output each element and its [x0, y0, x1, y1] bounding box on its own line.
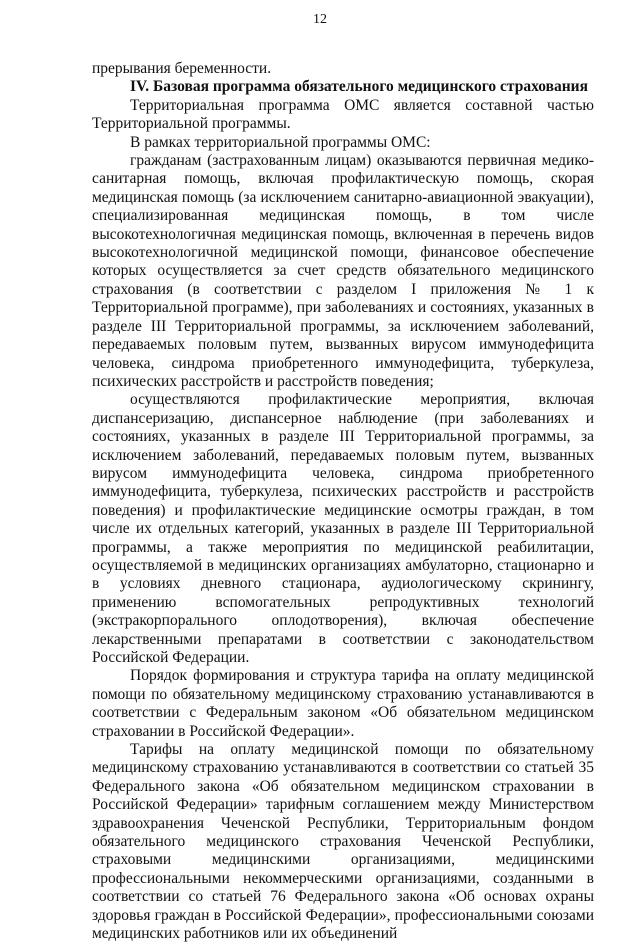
section-heading: IV. Базовая программа обязательного медицинского страхования: [130, 78, 588, 96]
paragraph: Порядок формирования и структура тарифа на оплату медицинской помощи по обязательному медицинскому страхованию устанавливаются в соответствии с Федеральным законом «Об обязательном медицинском страховании в Российской Федерации».: [92, 667, 594, 740]
paragraph: Территориальная программа ОМС является составной частью Территориальной программы.: [92, 96, 594, 133]
document-body: [92, 60, 594, 944]
continued-text: прерывания беременности.: [92, 60, 272, 77]
page-number: 12: [313, 12, 327, 27]
paragraph: Тарифы на оплату медицинской помощи по обязательному медицинскому страхованию устанавливаются в соответствии со статьей 35 Федерального закона «Об обязательном медицинском страховании в Российской Федерации» тарифным соглашением между Министерством здравоохранения Чеченской Республики, Территориальным фондом обязательного медицинского страхования Чеченской Республики, страховыми медицинскими организациями, медицинскими профессиональными некоммерческими организациями, созданными в соответствии со статьей 76 Федерального закона «Об основах охраны здоровья граждан в Российской Федерации», профессиональными союзами медицинских работников или их объединений: [92, 741, 594, 943]
paragraph: В рамках территориальной программы ОМС:: [130, 133, 431, 151]
paragraph: гражданам (застрахованным лицам) оказываются первичная медико-санитарная помощь, включая профилактическую помощь, скорая медицинская помощь (за исключением санитарно-авиационной эвакуации), специализированная медицинская помощь, в том числе высокотехнологичная медицинская помощь, включенная в перечень видов высокотехнологичной медицинской помощи, финансовое обеспечение которых осуществляется за счет средств обязательного медицинского страхования (в соответствии с разделом I приложения № 1 к Территориальной программе), при заболеваниях и состояниях, указанных в разделе III Территориальной программы, за исключением заболеваний, передаваемых половым путем, вызванных вирусом иммунодефицита человека, синдрома приобретенного иммунодефицита, туберкулеза, психических расстройств и расстройств поведения;: [92, 152, 594, 390]
paragraph: осуществляются профилактические мероприятия, включая диспансеризацию, диспансерное наблюдение (при заболеваниях и состояниях, указанных в разделе III Территориальной программы, за исключением заболеваний, передаваемых половым путем, вызванных вирусом иммунодефицита человека, синдрома приобретенного иммунодефицита, туберкулеза, психических расстройств и расстройств поведения) и профилактические медицинские осмотры граждан, в том числе их отдельных категорий, указанных в разделе III Территориальной программы, а также мероприятия по медицинской реабилитации, осуществляемой в медицинских организациях амбулаторно, стационарно и в условиях дневного стационара, аудиологическому скринингу, применению вспомогательных репродуктивных технологий (экстракорпорального оплодотворения), включая обеспечение лекарственными препаратами в соответствии с законодательством Российской Федерации.: [92, 391, 594, 666]
